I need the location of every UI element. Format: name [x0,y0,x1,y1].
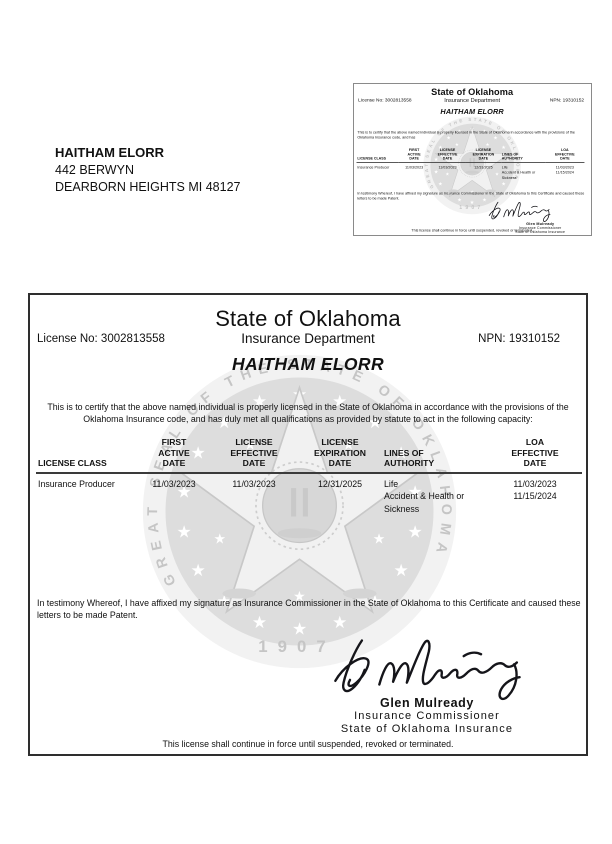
card-npn: NPN: 19310152 [549,97,585,103]
header-first-active: FIRST ACTIVE DATE [136,437,212,473]
cell-loa-effective: 11/03/2023 11/15/2024 [513,478,557,501]
signer-block [327,696,527,736]
card-footer-text: This license shall continue in force until suspended, revoked or terminated. [411,228,533,233]
card-signer-title: Insurance Commissioner [519,225,562,230]
signer-title: Insurance Commissioner [354,710,500,722]
certificate-body-text: This is to certify that the above named individual is properly licensed in the State of Oklahoma in accordance with the provisions of the Oklahoma Insurance code, and has duly met all qualifications as provided by statute to act in the following capacity: [47,402,569,424]
cell-license-expiration: 12/31/2025 [317,478,363,489]
signer-name: Glen Mulready [380,696,474,710]
recipient-address-block [55,144,240,197]
card-header-license-expiration: LICENSE EXPIRATION DATE [465,147,502,162]
header-license-effective: LICENSE EFFECTIVE DATE [212,437,296,473]
card-state-title: State of Oklahoma [431,86,514,97]
card-cell-first-active: 11/03/2023 [405,164,424,169]
table-data-row [36,473,582,516]
card-signer-name: Glen Mulready [526,221,555,226]
cell-license-class: Insurance Producer [38,478,115,489]
card-table-header-row [357,147,585,162]
card-license-row [354,97,590,104]
card-cell-lines-of-authority: Life Accident & Health or Sickness [501,164,536,180]
card-header-license-effective: LICENSE EFFECTIVE DATE [430,147,465,162]
npn: NPN: 19310152 [478,333,560,345]
certificate [28,293,588,756]
department: Insurance Department [241,331,375,346]
state-title: State of Oklahoma [215,306,401,331]
card-license-table [357,147,585,180]
card-header-lines-of-authority: LINES OF AUTHORITY [502,147,545,162]
card-header-first-active: FIRST ACTIVE DATE [398,147,430,162]
testimony-text: In testimony Whereof, I have affixed my signature as Insurance Commissioner in the State of Oklahoma to this Certificate and caused these letters to be made Patent. [37,598,581,620]
header-license-expiration: LICENSE EXPIRATION DATE [296,437,384,473]
recipient-name: HAITHAM ELORR [55,145,165,160]
card-body-text: This is to certify that the above named individual is properly licensed in the State of Oklahoma in accordance with the provisions of the Oklahoma Insurance code, and has [357,129,575,139]
header-license-class: LICENSE CLASS [36,437,136,473]
licensee-name: HAITHAM ELORR [232,354,384,374]
card-license-number: License No: 3002813558 [358,97,412,103]
header-lines-of-authority: LINES OF AUTHORITY [384,437,488,473]
card-signature [481,199,565,223]
card-department: Insurance Department [444,96,501,104]
license-row [30,331,586,347]
table-header-row [36,437,582,473]
recipient-address-line1: 442 BERWYN [55,162,134,177]
card-licensee-name: HAITHAM ELORR [440,107,504,116]
card-testimony-text: In testimony Whereof, I have affixed my signature as Insurance Commissioner in the State of Oklahoma to this Certificate and caused these letters to be made Patent. [357,191,585,201]
license-table [36,437,582,515]
card-cell-loa-effective: 11/03/2023 11/15/2024 [555,164,574,175]
signer-org: State of Oklahoma Insurance [340,723,514,735]
recipient-address-line2: DEARBORN HEIGHTS MI 48127 [55,180,241,194]
card-header-loa-effective: LOA EFFECTIVE DATE [545,147,584,162]
card-cell-license-expiration: 12/31/2025 [474,164,493,169]
cell-license-effective: 11/03/2023 [232,478,276,489]
footer-text: This license shall continue in force until suspended, revoked or terminated. [162,739,454,749]
card-signer-org: State of Oklahoma Insurance [515,229,566,234]
card-table-data-row [357,162,585,180]
license-number: License No: 3002813558 [37,333,165,345]
card-cell-license-effective: 11/03/2023 [438,164,457,169]
license-card [353,83,592,236]
header-loa-effective: LOA EFFECTIVE DATE [488,437,582,473]
cell-lines-of-authority: Life Accident & Health or Sickness [384,478,465,514]
cell-first-active: 11/03/2023 [152,478,196,489]
license-card-content [354,84,590,235]
signature [328,631,548,705]
card-cell-license-class: Insurance Producer [357,164,390,169]
card-header-license-class: LICENSE CLASS [357,147,399,162]
